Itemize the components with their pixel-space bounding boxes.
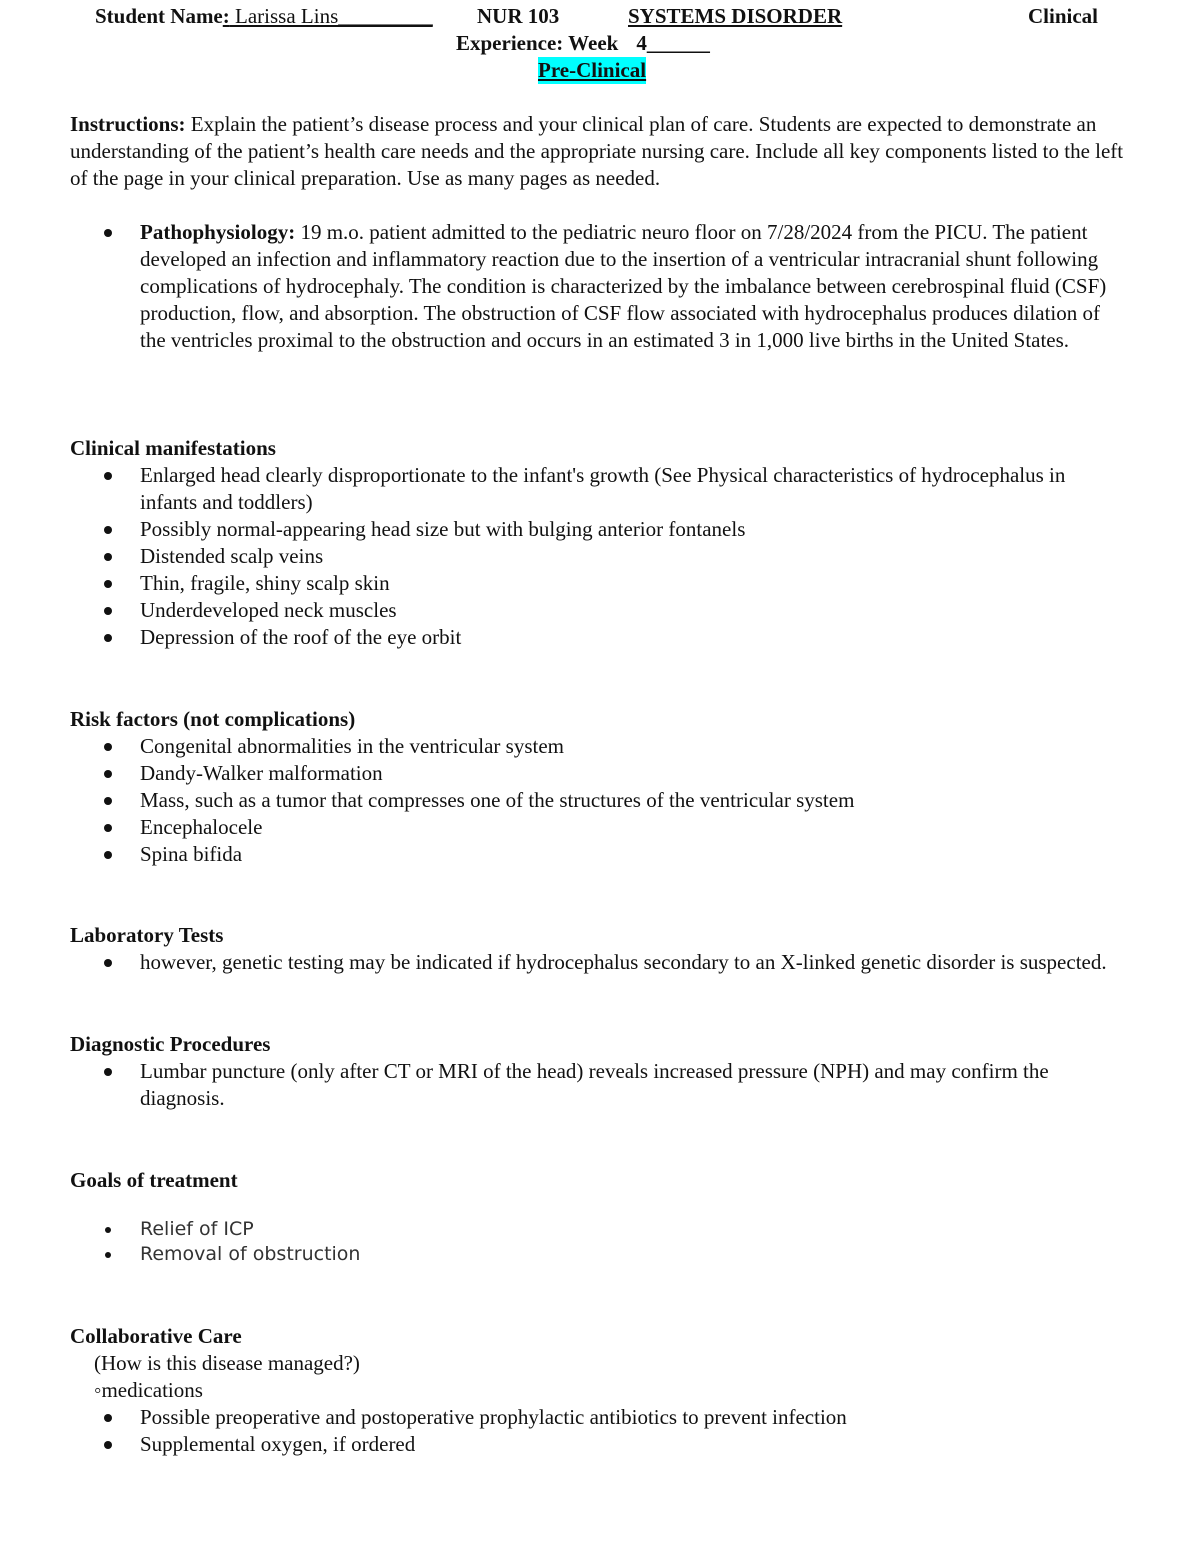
instructions-paragraph [70, 111, 1130, 192]
list-item: Congenital abnormalities in the ventricular system [70, 733, 1130, 760]
bullet-icon [104, 634, 112, 642]
bullet-icon [104, 824, 112, 832]
bullet-icon [104, 607, 112, 615]
bullet-icon [104, 1068, 112, 1076]
list-item [70, 219, 1130, 354]
list-item: Depression of the roof of the eye orbit [70, 624, 1070, 651]
list-item: Possible preoperative and postoperative prophylactic antibiotics to prevent infection [70, 1404, 1130, 1431]
instructions-text: Explain the patient’s disease process and your clinical plan of care. Students are expected to demonstrate an understanding of the patient’s health care needs and the appropriate nursing care. Include all key components listed to the left of the page in your clinical preparation. Use as many pages as needed. [70, 112, 1124, 190]
section-title-clinical-manifestations: Clinical manifestations [70, 436, 276, 460]
bullet-icon [104, 959, 112, 967]
clinical-manifestations-list [70, 462, 1070, 651]
bullet-icon [105, 1227, 111, 1233]
experience-line [456, 30, 710, 57]
list-item: Dandy-Walker malformation [70, 760, 1130, 787]
bullet-icon [104, 743, 112, 751]
laboratory-tests-list [70, 949, 1130, 976]
bullet-icon [104, 580, 112, 588]
section-title-laboratory-tests: Laboratory Tests [70, 923, 224, 947]
bullet-icon [104, 526, 112, 534]
bullet-icon [104, 851, 112, 859]
student-name-sep: : [222, 4, 230, 28]
bullet-icon [105, 1252, 111, 1258]
goals-of-treatment-list [70, 1217, 1070, 1267]
week-value: 4______ [636, 31, 710, 55]
list-item: Spina bifida [70, 841, 1130, 868]
bullet-icon [104, 1441, 112, 1449]
pathophysiology-list [70, 219, 1130, 354]
collaborative-care-list [70, 1404, 1130, 1458]
pathophysiology-label: Pathophysiology: [140, 220, 296, 244]
pathophysiology-text: 19 m.o. patient admitted to the pediatric neuro floor on 7/28/2024 from the PICU. The patient developed an infection and inflammatory reaction due to the insertion of a ventricular intracranial shunt following complications of hydrocephaly. The condition is characterized by the imbalance between cerebrospinal fluid (CSF) production, flow, and absorption. The obstruction of CSF flow associated with hydrocephalus produces dilation of the ventricles proximal to the obstruction and occurs in an estimated 3 in 1,000 live births in the United States. [140, 220, 1107, 352]
student-name-label: Student Name [95, 4, 223, 28]
experience-label: Experience: Week [456, 31, 619, 55]
list-item: Supplemental oxygen, if ordered [70, 1431, 1130, 1458]
course-title: SYSTEMS DISORDER [628, 4, 843, 28]
instructions-label: Instructions: [70, 112, 186, 136]
pre-clinical-tag: Pre-Clinical [538, 58, 647, 82]
student-name-value: Larissa Lins_________ [229, 4, 433, 28]
collaborative-care-medications: ◦medications [94, 1378, 203, 1402]
list-item: Enlarged head clearly disproportionate to the infant's growth (See Physical characteristics of hydrocephalus in infants and toddlers) [70, 462, 1070, 516]
bullet-icon [104, 553, 112, 561]
list-item: Underdeveloped neck muscles [70, 597, 1070, 624]
list-item: Encephalocele [70, 814, 1130, 841]
bullet-icon [104, 229, 112, 237]
list-item: however, genetic testing may be indicated if hydrocephalus secondary to an X-linked genetic disorder is suspected. [70, 949, 1130, 976]
risk-factors-list [70, 733, 1130, 868]
bullet-icon [104, 1414, 112, 1422]
collaborative-care-question: (How is this disease managed?) [94, 1351, 360, 1375]
list-item: Mass, such as a tumor that compresses one of the structures of the ventricular system [70, 787, 1130, 814]
list-item: Relief of ICP [70, 1217, 1070, 1242]
section-title-risk-factors: Risk factors (not complications) [70, 707, 356, 731]
bullet-icon [104, 797, 112, 805]
section-title-goals-of-treatment: Goals of treatment [70, 1168, 238, 1192]
section-title-diagnostic-procedures: Diagnostic Procedures [70, 1032, 271, 1056]
list-item: Lumbar puncture (only after CT or MRI of the head) reveals increased pressure (NPH) and may confirm the diagnosis. [70, 1058, 1130, 1112]
list-item: Distended scalp veins [70, 543, 1070, 570]
course-code: NUR 103 [477, 4, 560, 28]
list-item: Possibly normal-appearing head size but with bulging anterior fontanels [70, 516, 1070, 543]
clinical-label: Clinical [1028, 4, 1099, 28]
list-item: Thin, fragile, shiny scalp skin [70, 570, 1070, 597]
bullet-icon [104, 770, 112, 778]
bullet-icon [104, 472, 112, 480]
list-item: Removal of obstruction [70, 1242, 1070, 1267]
section-title-collaborative-care: Collaborative Care [70, 1324, 242, 1348]
student-name-line [95, 3, 433, 30]
diagnostic-procedures-list [70, 1058, 1130, 1112]
